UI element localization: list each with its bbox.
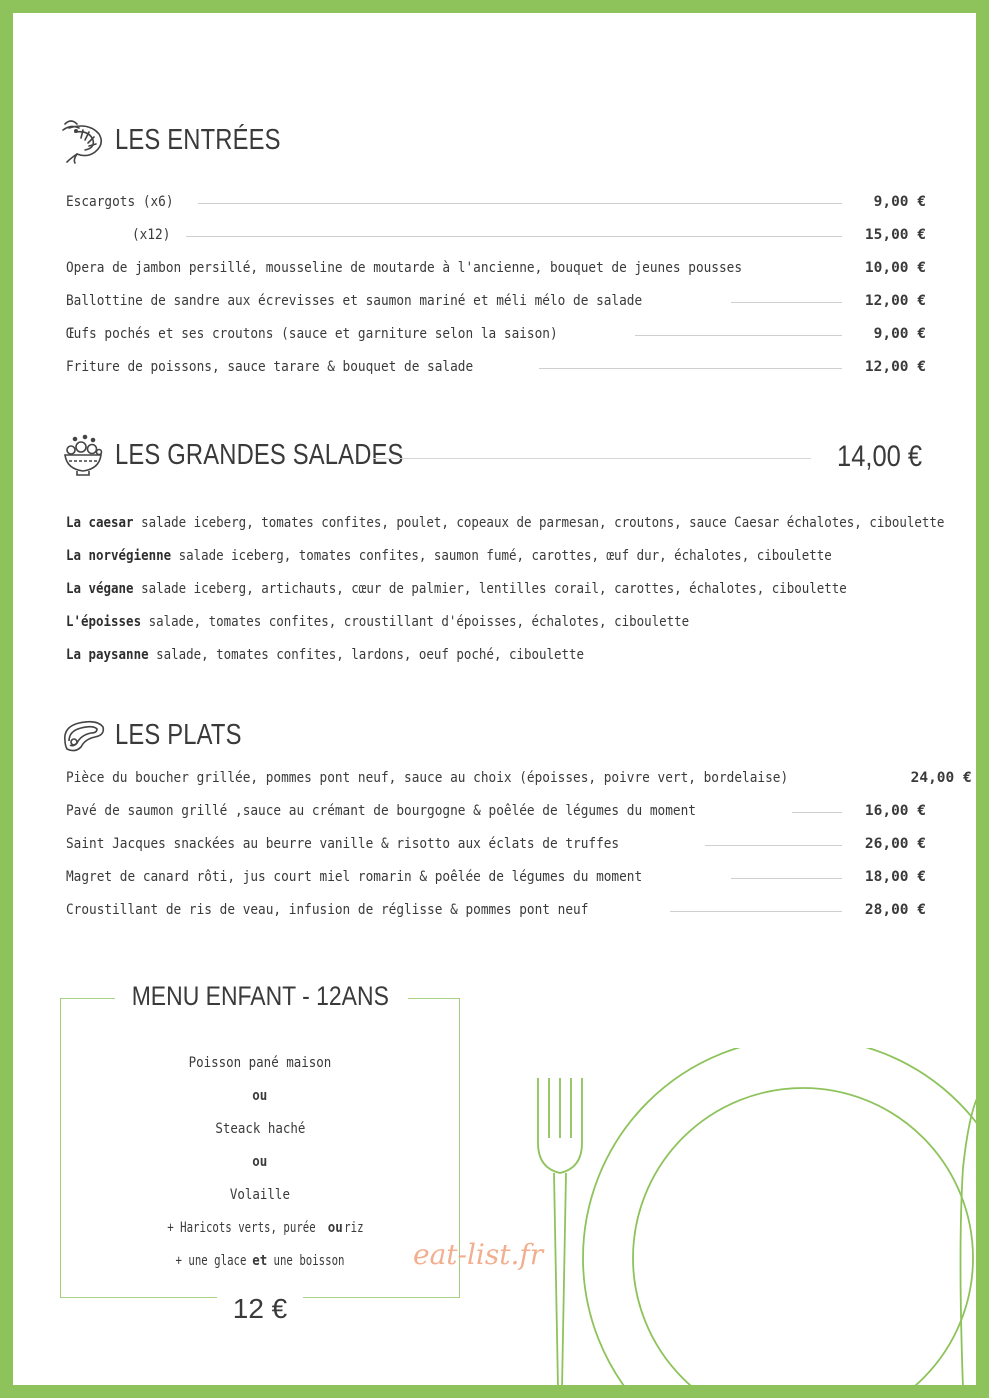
- leader-line: [705, 845, 842, 846]
- item-name: Croustillant de ris de veau, infusion de réglisse & pommes pont neuf: [66, 902, 589, 918]
- item-price: 16,00 €: [864, 803, 926, 819]
- item-price: 24,00 €: [910, 770, 972, 786]
- item-name: Friture de poissons, sauce tarare & bouquet de salade: [66, 359, 474, 375]
- item-name: Escargots (x6): [66, 194, 174, 210]
- leader-line: [186, 236, 842, 237]
- item-name: Pavé de saumon grillé ,sauce au crémant de bourgogne & poêlée de légumes du moment: [66, 803, 696, 819]
- entrees-item: [66, 356, 926, 378]
- kids-menu-price: 12 €: [232, 1293, 288, 1324]
- kids-side-1: + Haricots verts, puréeouriz: [166, 1220, 364, 1236]
- item-name: Pièce du boucher grillée, pommes pont neuf, sauce au choix (époisses, poivre vert, bordelaise): [66, 770, 789, 786]
- salad-item: [66, 647, 584, 663]
- leader-line: [539, 368, 842, 369]
- salad-description: salade iceberg, artichauts, cœur de palmier, lentilles corail, carottes, échalotes, ciboulette: [141, 581, 847, 597]
- salad-item: [66, 515, 944, 531]
- leader-line: [198, 203, 842, 204]
- leader-line: [670, 911, 842, 912]
- salad-description: salade iceberg, tomates confites, saumon fumé, carottes, œuf dur, échalotes, ciboulette: [178, 548, 832, 564]
- salad-item: [66, 581, 847, 597]
- salad-name: L'époisses: [66, 614, 142, 630]
- kids-or-1: ou: [252, 1088, 268, 1104]
- item-name: Saint Jacques snackées au beurre vanille & risotto aux éclats de truffes: [66, 836, 620, 852]
- plats-header: [59, 711, 269, 759]
- plats-item: [66, 833, 926, 855]
- item-price: 9,00 €: [873, 326, 926, 342]
- leader-line: [731, 878, 842, 879]
- kids-item-3: Volaille: [229, 1187, 291, 1203]
- plats-item: [66, 800, 926, 822]
- item-price: 28,00 €: [864, 902, 926, 918]
- shrimp-icon: [59, 116, 107, 164]
- entrees-item: [66, 191, 926, 213]
- salad-description: salade iceberg, tomates confites, poulet, copeaux de parmesan, croutons, sauce Caesar échalotes, ciboulette: [141, 515, 945, 531]
- salad-bowl-icon: [59, 431, 107, 479]
- item-price: 12,00 €: [864, 293, 926, 309]
- kids-menu-title: MENU ENFANT - 12ANS: [131, 981, 389, 1011]
- salad-name: La végane: [66, 581, 134, 597]
- salad-name: La norvégienne: [66, 548, 172, 564]
- item-name: Magret de canard rôti, jus court miel romarin & poêlée de légumes du moment: [66, 869, 643, 885]
- entrees-item: [66, 323, 926, 345]
- entrees-item: [66, 257, 926, 279]
- salades-divider: [373, 458, 811, 459]
- leader-line: [792, 812, 842, 813]
- entrees-item: [66, 224, 926, 246]
- salades-price: 14,00 €: [836, 440, 922, 473]
- leader-line: [731, 302, 842, 303]
- steak-icon: [59, 711, 107, 759]
- plats-item: [66, 866, 926, 888]
- plats-item: [66, 899, 926, 921]
- salades-header: [59, 431, 467, 479]
- entrees-header: [59, 116, 317, 164]
- salad-description: salade, tomates confites, croustillant d'époisses, échalotes, ciboulette: [148, 614, 690, 630]
- leader-line: [635, 335, 842, 336]
- item-price: 10,00 €: [864, 260, 926, 276]
- salad-item: [66, 614, 689, 630]
- kids-or-2: ou: [252, 1154, 268, 1170]
- plats-title: LES PLATS: [115, 718, 242, 751]
- salad-description: salade, tomates confites, lardons, oeuf poché, ciboulette: [156, 647, 585, 663]
- kids-menu-box: [60, 981, 460, 1324]
- salad-item: [66, 548, 832, 564]
- entrees-item: [66, 290, 926, 312]
- item-price: 12,00 €: [864, 359, 926, 375]
- kids-item-2: Steack haché: [214, 1121, 306, 1137]
- item-name: (x12): [132, 227, 171, 243]
- item-price: 9,00 €: [873, 194, 926, 210]
- item-name: Opera de jambon persillé, mousseline de moutarde à l'ancienne, bouquet de jeunes pousses: [66, 260, 743, 276]
- item-name: Ballottine de sandre aux écrevisses et saumon mariné et méli mélo de salade: [66, 293, 643, 309]
- item-price: 18,00 €: [864, 869, 926, 885]
- menu-page: [13, 13, 976, 1385]
- kids-item-1: Poisson pané maison: [188, 1055, 332, 1071]
- kids-side-2: + une glaceetune boisson: [175, 1253, 345, 1269]
- item-price: 15,00 €: [864, 227, 926, 243]
- salades-title: LES GRANDES SALADES: [115, 438, 404, 471]
- entrees-title: LES ENTRÉES: [115, 123, 281, 156]
- watermark: eat-list.fr: [413, 1238, 544, 1271]
- salad-name: La paysanne: [66, 647, 149, 663]
- plats-item: [66, 767, 972, 789]
- item-price: 26,00 €: [864, 836, 926, 852]
- item-name: Œufs pochés et ses croutons (sauce et garniture selon la saison): [66, 326, 558, 342]
- plate-cutlery-illustration: [518, 1048, 976, 1385]
- salad-name: La caesar: [66, 515, 134, 531]
